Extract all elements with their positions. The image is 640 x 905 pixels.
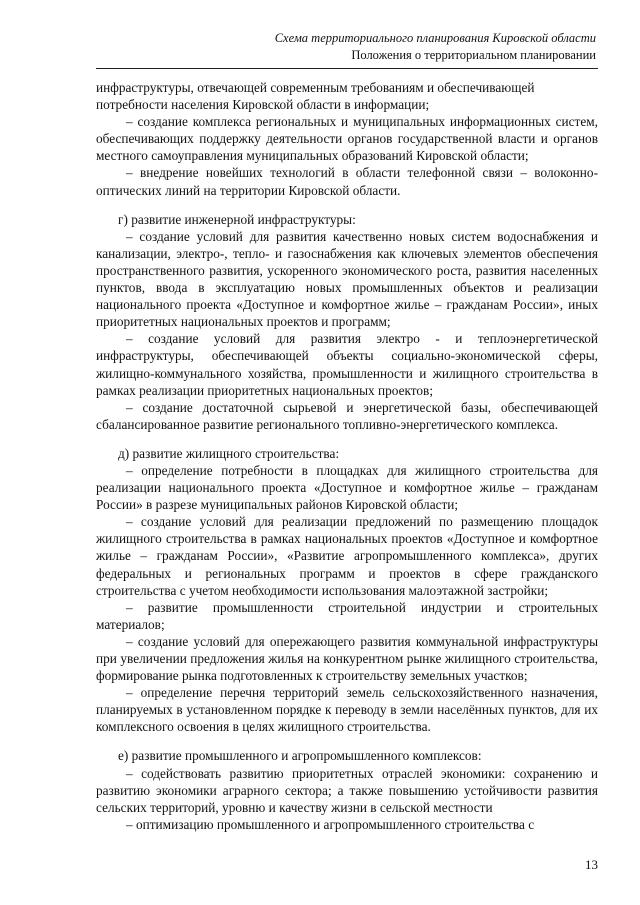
paragraph: инфраструктуры, отвечающей современным требованиям и обеспечивающей потребности населения Кировской области в информации;	[96, 80, 535, 113]
section-heading: е) развитие промышленного и агропромышленного комплексов:	[118, 748, 482, 764]
page-number: 13	[585, 857, 598, 872]
list-item: – содействовать развитию приоритетных отраслей экономики: сохранению и развитию экономики аграрного сектора; а также повышению устойчивости развития сельских территорий, уровню и качеству жизни в сельской местности	[96, 765, 598, 815]
header-subtitle: Положения о территориальном планировании	[351, 48, 596, 62]
header-title: Схема территориального планирования Кировской области	[274, 31, 596, 45]
list-item: – создание условий для реализации предложений по размещению площадок жилищного строительства в рамках национальных проектов «Доступное и комфортное жилье – гражданам России», «Развитие агропромышленного комплекса», других федеральных и региональных программ и проектов в сфере гражданского строительства с учетом необходимости использования малоэтажной застройки;	[96, 514, 598, 598]
list-item: – создание комплекса региональных и муниципальных информационных систем, обеспечивающих поддержку деятельности органов государственной власти и органов местного самоуправления муниципальных образований Кировской области;	[96, 114, 598, 164]
section-heading: г) развитие инженерной инфраструктуры:	[118, 211, 356, 227]
list-item: – создание условий для опережающего развития коммунальной инфраструктуры при увеличении предложения жилья на конкурентном рынке жилищного строительства, формирование рынка подготовленных к строительству земельных участков;	[96, 633, 598, 684]
header-divider	[96, 68, 598, 69]
list-item: – создание условий для развития электро - и теплоэнергетической инфраструктуры, обеспечивающей объекты социально-экономической сферы, жилищно-коммунального хозяйства, промышленности и жилищного строительства в рамках реализации приоритетных национальных проектов;	[96, 331, 598, 398]
list-item: – развитие промышленности строительной индустрии и строительных материалов;	[96, 599, 598, 632]
list-item: – оптимизацию промышленного и агропромышленного строительства с	[126, 816, 535, 832]
document-body	[96, 79, 598, 833]
list-item: – внедрение новейших технологий в области телефонной связи – волоконно-оптических линий на территории Кировской области.	[96, 165, 598, 198]
list-item: – создание достаточной сырьевой и энергетической базы, обеспечивающей сбалансированное развитие регионального топливно-энергетического комплекса.	[96, 399, 598, 432]
list-item: – определение перечня территорий земель сельскохозяйственного назначения, планируемых в установленном порядке к переводу в земли населённых пунктов, для их комплексного освоения в целях жилищного строительства.	[96, 685, 598, 735]
section-heading: д) развитие жилищного строительства:	[118, 445, 340, 461]
page-header	[96, 30, 596, 64]
list-item: – определение потребности в площадках для жилищного строительства для реализации национального проекта «Доступное и комфортное жилье – гражданам России» в разрезе муниципальных районов Кировской области;	[96, 462, 598, 513]
list-item: – создание условий для развития качественно новых систем водоснабжения и канализации, электро-, тепло- и газоснабжения как ключевых элементов обеспечения пространственного развития, ускоренного экономического роста, развития населенных пунктов, ввода в эксплуатацию новых промышленных объектов и реализации национального проекта «Доступное и комфортное жилье – гражданам России», иных приоритетных национальных проектов и программ;	[96, 228, 598, 330]
